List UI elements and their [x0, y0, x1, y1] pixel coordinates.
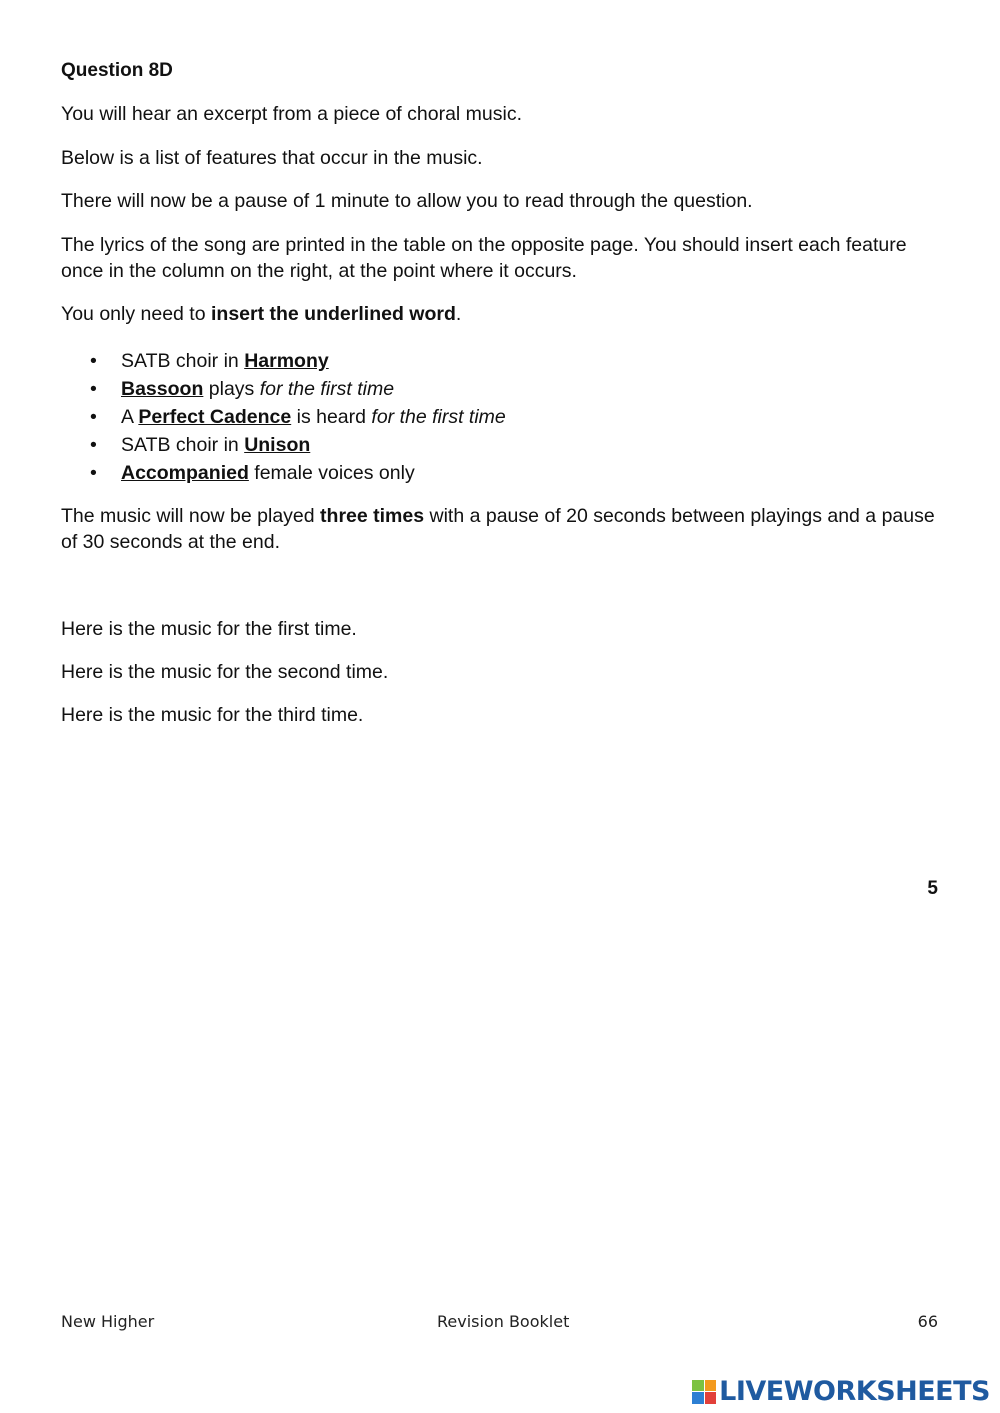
footer-page-number: 66 — [917, 1312, 938, 1331]
feature-text: SATB choir in — [121, 350, 245, 372]
intro-paragraph-3: There will now be a pause of 1 minute to allow you to read through the question. — [61, 190, 753, 212]
playback-suffix: with a pause of 20 seconds between playings and a pause of 30 seconds at the end. — [61, 505, 935, 553]
feature-text: plays — [203, 378, 260, 400]
liveworksheets-logo[interactable] — [692, 1376, 990, 1407]
playback-prefix: The music will now be played — [61, 505, 321, 527]
instruction-paragraph — [61, 301, 951, 327]
feature-item-unison — [90, 431, 506, 459]
feature-text: SATB choir in — [121, 434, 245, 456]
feature-emphasis: for the first time — [371, 406, 506, 428]
feature-keyword: Unison — [244, 434, 311, 456]
feature-list — [90, 347, 506, 487]
footer-center: Revision Booklet — [437, 1312, 570, 1331]
question-title: Question 8D — [61, 60, 173, 81]
intro-paragraph-1: You will hear an excerpt from a piece of choral music. — [61, 103, 523, 125]
feature-item-perfect-cadence — [90, 403, 506, 431]
instruction-bold: insert the underlined word — [211, 303, 456, 325]
feature-text: A — [121, 406, 139, 428]
intro-paragraph-4: The lyrics of the song are printed in the table on the opposite page. You should insert each feature once in the column on the right, at the point where it occurs. — [61, 234, 907, 282]
playback-first: Here is the music for the first time. — [61, 618, 357, 640]
playback-bold: three times — [320, 505, 425, 527]
playback-paragraph — [61, 503, 951, 555]
intro-paragraph-2: Below is a list of features that occur in the music. — [61, 147, 483, 169]
feature-emphasis: for the first time — [259, 378, 395, 400]
liveworksheets-wordmark: LIVEWORKSHEETS — [719, 1376, 990, 1407]
instruction-suffix: . — [455, 303, 462, 325]
marks-value: 5 — [927, 878, 938, 899]
liveworksheets-icon — [692, 1380, 716, 1404]
feature-text: is heard — [291, 406, 372, 428]
feature-item-accompanied — [90, 459, 506, 487]
playback-third: Here is the music for the third time. — [61, 704, 364, 726]
instruction-prefix: You only need to — [61, 303, 211, 325]
playback-second: Here is the music for the second time. — [61, 661, 389, 683]
feature-keyword: Accompanied — [121, 462, 249, 484]
feature-item-harmony — [90, 347, 506, 375]
feature-keyword: Harmony — [244, 350, 329, 372]
feature-text: female voices only — [248, 462, 415, 484]
feature-keyword: Perfect Cadence — [138, 406, 292, 428]
footer-left: New Higher — [61, 1312, 155, 1331]
feature-keyword: Bassoon — [121, 378, 204, 400]
feature-item-bassoon — [90, 375, 506, 403]
